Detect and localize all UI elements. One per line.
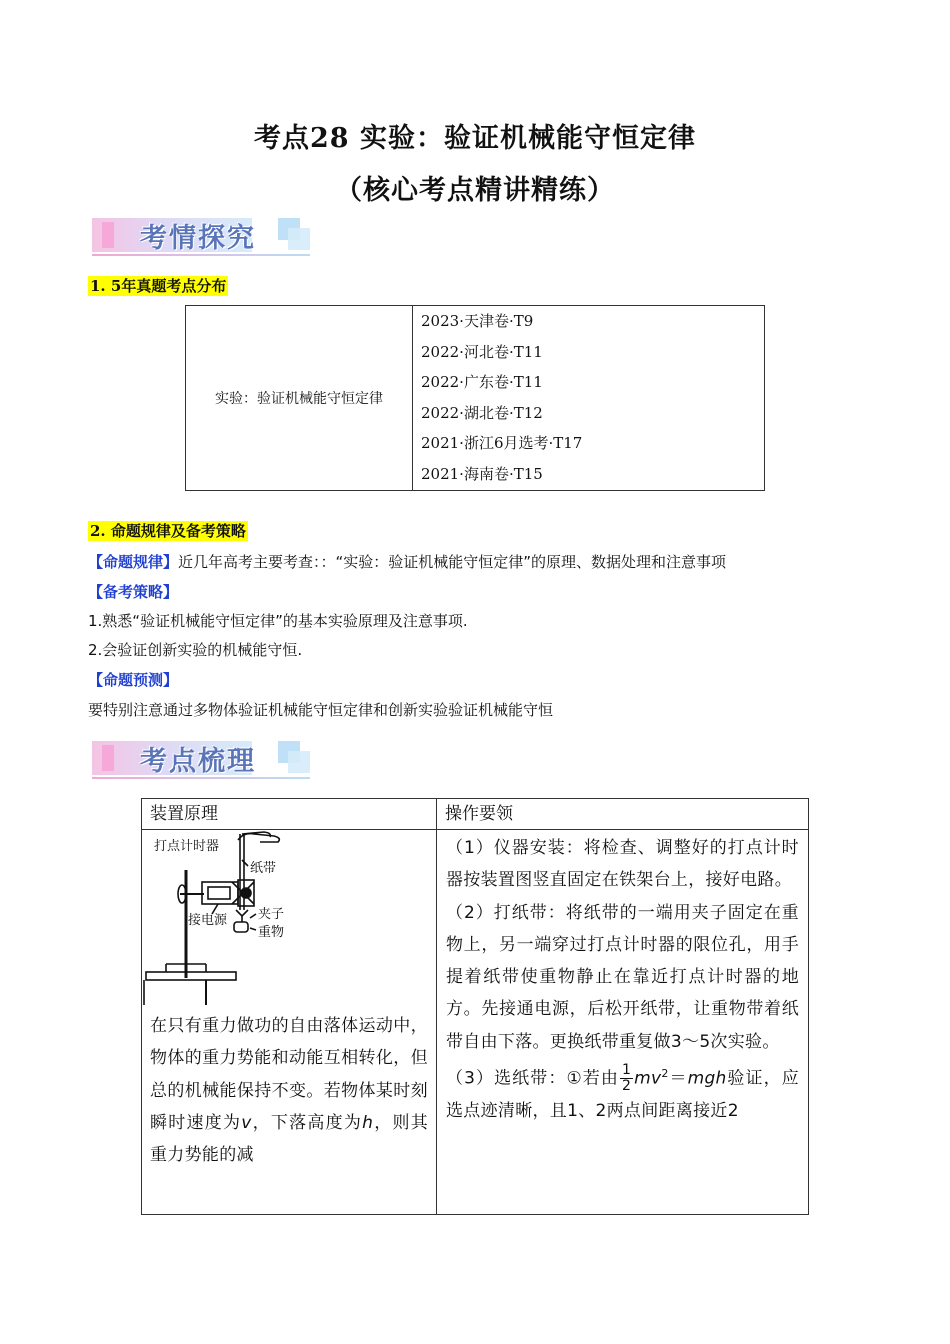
formula-sup: 2 (661, 1067, 669, 1081)
banner-label: 考点梳理 (140, 746, 256, 777)
var-v: v (241, 1112, 252, 1133)
section-banner-kaodian (92, 737, 312, 779)
exam-item: 2023·天津卷·T9 (421, 312, 534, 330)
label-clip: 夹子 (258, 907, 285, 922)
step3-part: 验证，应选点迹清晰，且1、2两点间距离接近2 (446, 1068, 799, 1122)
label-timer: 打点计时器 (154, 839, 220, 854)
section1-heading: 1. 5年真题考点分布 (90, 277, 227, 295)
banner-label: 考情探究 (140, 223, 256, 254)
fraction-one-half: $\frac{1}{2}$ (621, 1062, 632, 1095)
forecast-label: 【命题预测】 (88, 671, 179, 689)
rule-label: 【命题规律】 (88, 553, 179, 571)
exam-item: 2021·浙江6月选考·T17 (421, 434, 583, 453)
principle-cell (142, 830, 437, 1215)
apparatus-diagram (142, 830, 420, 1010)
principle-part: ，下落高度为 (251, 1112, 363, 1133)
rule-paragraph (88, 552, 726, 572)
step-2: （2）打纸带：将纸带的一端用夹子固定在重物上，另一端穿过打点计时器的限位孔，用手提着纸带使重物静止在靠近打点计时器的地方。先接通电源，后松开纸带，让重物带着纸带自由下落。更换纸带重复做3～5次实验。 (446, 902, 799, 1052)
principle-part: ，则其重力势能的减 (150, 1112, 428, 1166)
exam-distribution-table (185, 305, 765, 491)
header-principle: 装置原理 (142, 799, 437, 830)
exam-item: 2021·海南卷·T15 (421, 464, 543, 483)
step3-part: （3）选纸带：①若由 (446, 1068, 619, 1089)
strategy-item: 2.会验证创新实验的机械能守恒. (88, 641, 303, 659)
operation-cell (437, 830, 809, 1215)
formula-mgh: mgh (687, 1068, 727, 1089)
header-operation: 操作要领 (437, 799, 809, 830)
page-subtitle: （核心考点精讲精练） (335, 175, 615, 206)
principle-part: 在只有重力做功的自由落体运动中，物体的重力势能和动能互相转化，但总的机械能保持不变。若物体某时刻瞬时速度为 (150, 1016, 428, 1133)
exam-item: 2022·湖北卷·T12 (421, 403, 543, 422)
rule-text: 近几年高考主要考查：：“实验：验证机械能守恒定律”的原理、数据处理和注意事项 (178, 553, 727, 571)
label-tape: 纸带 (250, 861, 277, 876)
exam-item: 2022·广东卷·T11 (421, 373, 543, 392)
section-banner-kaoqing (92, 214, 312, 256)
label-weight: 重物 (258, 925, 285, 940)
var-h: h (362, 1112, 374, 1133)
strategy-item: 1.熟悉“验证机械能守恒定律”的基本实验原理及注意事项. (88, 612, 468, 630)
principle-text (142, 1010, 436, 1171)
formula-eq: ＝ (668, 1068, 688, 1089)
forecast-text: 要特别注意通过多物体验证机械能守恒定律和创新实验验证机械能守恒 (88, 701, 554, 719)
step-1: （1）仪器安装：将检查、调整好的打点计时器按装置图竖直固定在铁架台上，接好电路。 (446, 838, 799, 891)
step-3 (438, 1058, 807, 1127)
page-title: 考点28 实验：验证机械能守恒定律 (254, 123, 696, 154)
topic-cell: 实验：验证机械能守恒定律 (186, 306, 413, 491)
label-power: 接电源 (188, 913, 228, 928)
section2-heading: 2. 命题规律及备考策略 (90, 522, 246, 540)
exam-list-cell (413, 306, 765, 491)
formula-mv: mv (634, 1068, 662, 1089)
strategy-label: 【备考策略】 (88, 583, 179, 601)
exam-item: 2022·河北卷·T11 (421, 342, 543, 361)
experiment-table (141, 798, 809, 1215)
